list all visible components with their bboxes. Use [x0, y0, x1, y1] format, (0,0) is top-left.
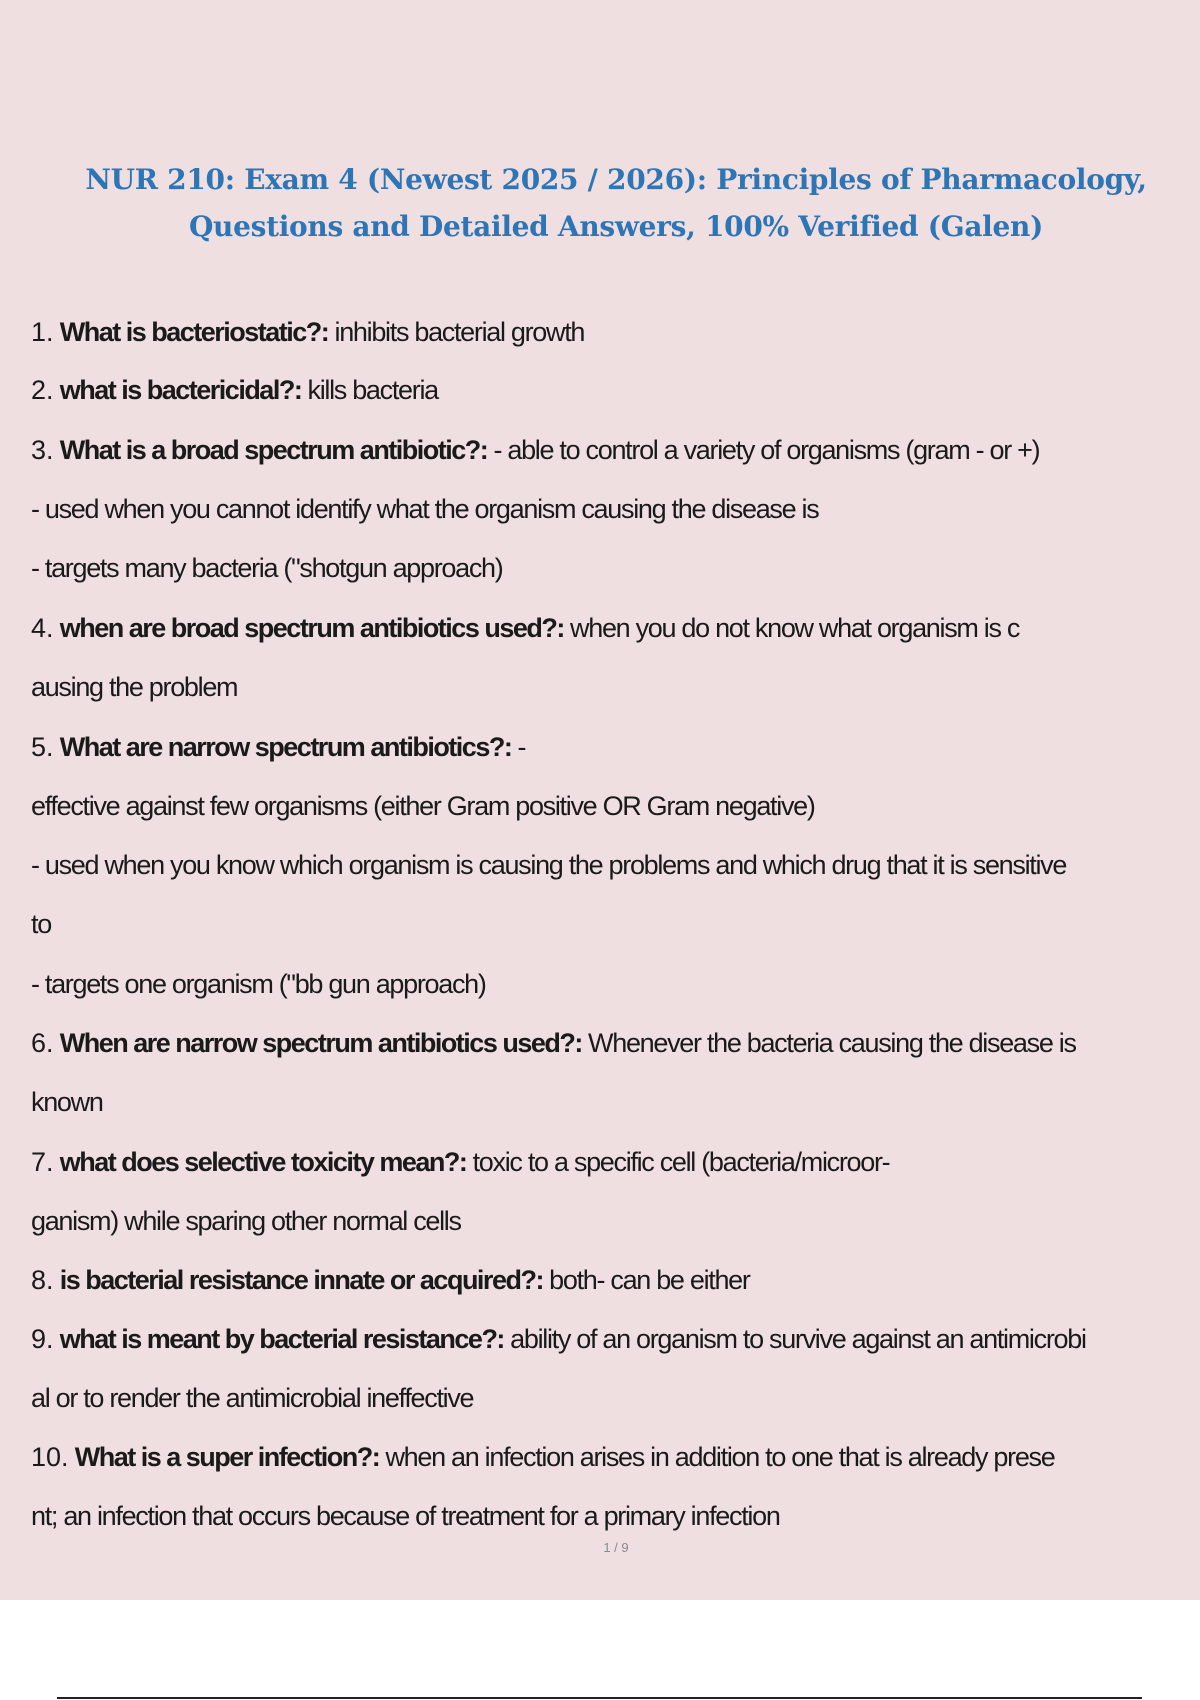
answer-continuation: al or to render the antimicrobial ineffective	[31, 1383, 474, 1413]
question-number: 5.	[31, 732, 54, 762]
answer-continuation: to	[31, 909, 51, 939]
footer-divider	[57, 1697, 1142, 1699]
question-number: 4.	[31, 613, 54, 643]
answer-text: -	[517, 732, 526, 762]
answer-continuation: - used when you cannot identify what the organism causing the disease is	[31, 494, 819, 524]
question-number: 7.	[31, 1147, 54, 1177]
question-text: What is a broad spectrum antibiotic?:	[59, 435, 488, 465]
question-number: 8.	[31, 1265, 54, 1295]
title-line-1: NUR 210: Exam 4 (Newest 2025 / 2026): Principles of Pharmacology,	[85, 163, 1147, 196]
answer-text: toxic to a specific cell (bacteria/microor-	[472, 1147, 890, 1177]
answer-text: - able to control a variety of organisms (gram - or +)	[493, 435, 1040, 465]
qa-item-6	[31, 1026, 1076, 1060]
answer-text: kills bacteria	[307, 375, 438, 405]
answer-continuation: nt; an infection that occurs because of treatment for a primary infection	[31, 1501, 780, 1531]
qa-item-2	[31, 373, 438, 407]
question-text: what does selective toxicity mean?:	[59, 1147, 467, 1177]
question-number: 10.	[31, 1442, 69, 1472]
answer-continuation: - used when you know which organism is causing the problems and which drug that it is sensitive	[31, 850, 1067, 880]
answer-continuation: ganism) while sparing other normal cells	[31, 1206, 461, 1236]
answer-text: inhibits bacterial growth	[334, 317, 585, 347]
answer-continuation: - targets one organism ("bb gun approach)	[31, 969, 486, 999]
answer-text: both- can be either	[549, 1265, 750, 1295]
question-text: what is meant by bacterial resistance?:	[59, 1324, 504, 1354]
answer-continuation: - targets many bacteria ("shotgun approach)	[31, 553, 503, 583]
question-text: when are broad spectrum antibiotics used?:	[59, 613, 564, 643]
question-number: 6.	[31, 1028, 54, 1058]
question-text: What is a super infection?:	[74, 1442, 380, 1472]
question-text: What are narrow spectrum antibiotics?:	[59, 732, 512, 762]
document-title	[60, 156, 1172, 250]
answer-continuation: effective against few organisms (either Gram positive OR Gram negative)	[31, 791, 815, 821]
answer-text: when you do not know what organism is c	[570, 613, 1020, 643]
qa-item-1	[31, 315, 584, 349]
qa-item-3	[31, 433, 1039, 467]
qa-item-8	[31, 1263, 750, 1297]
answer-text: when an infection arises in addition to one that is already prese	[385, 1442, 1055, 1472]
qa-item-7	[31, 1145, 889, 1179]
qa-item-9	[31, 1322, 1086, 1356]
question-text: When are narrow spectrum antibiotics used?:	[59, 1028, 582, 1058]
question-text: What is bacteriostatic?:	[59, 317, 329, 347]
answer-continuation: ausing the problem	[31, 672, 238, 702]
answer-continuation: known	[31, 1087, 103, 1117]
question-number: 2.	[31, 375, 54, 405]
question-text: is bacterial resistance innate or acquired?:	[59, 1265, 543, 1295]
question-number: 3.	[31, 435, 54, 465]
page-number: 1 / 9	[603, 1540, 629, 1555]
question-number: 1.	[31, 317, 54, 347]
answer-text: Whenever the bacteria causing the disease is	[588, 1028, 1076, 1058]
question-text: what is bactericidal?:	[59, 375, 302, 405]
qa-item-4	[31, 611, 1019, 645]
qa-item-5	[31, 730, 525, 764]
answer-text: ability of an organism to survive against an antimicrobi	[510, 1324, 1086, 1354]
question-number: 9.	[31, 1324, 54, 1354]
qa-item-10	[31, 1440, 1054, 1474]
title-line-2: Questions and Detailed Answers, 100% Verified (Galen)	[188, 210, 1044, 243]
